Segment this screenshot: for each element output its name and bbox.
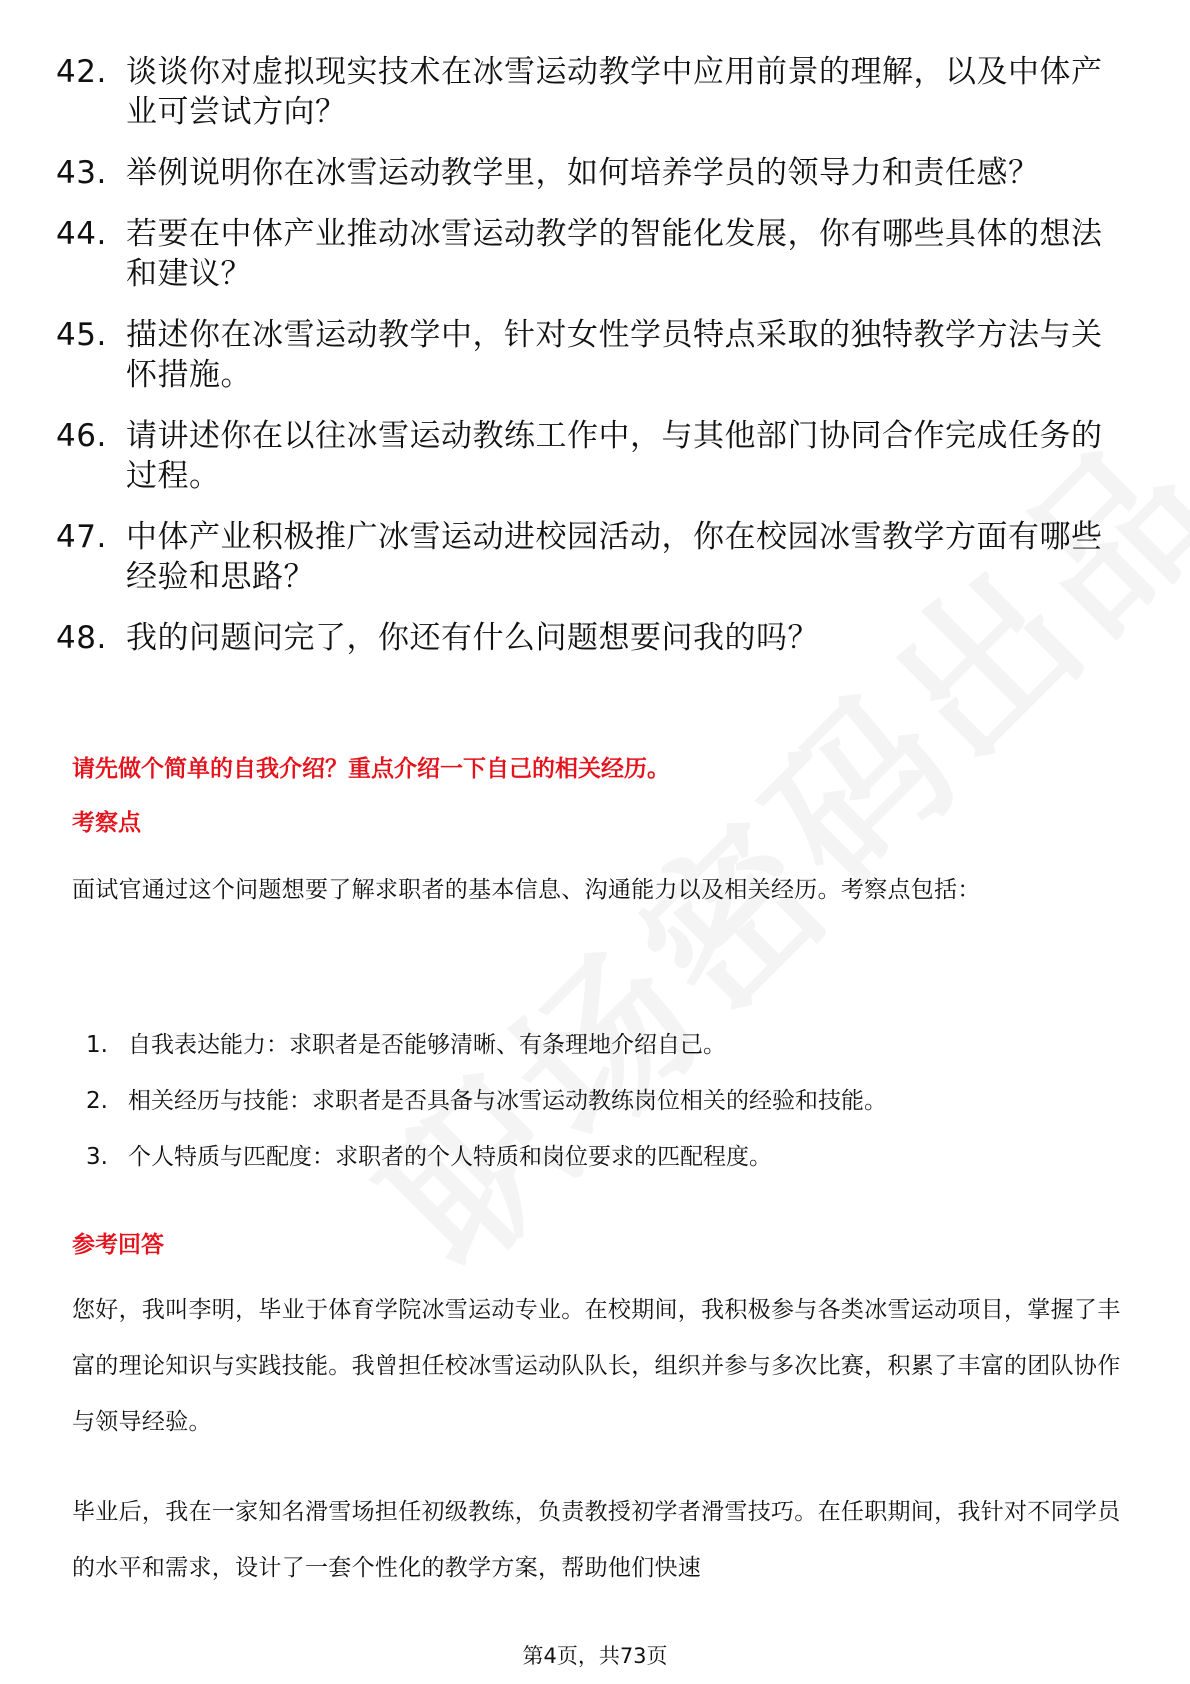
question-text: 谈谈你对虚拟现实技术在冰雪运动教学中应用前景的理解，以及中体产业可尝试方向？ [126,54,1103,130]
assessment-point [86,1028,1086,1062]
question-list [56,52,1126,679]
question-number: 44. [56,216,107,252]
featured-question: 请先做个简单的自我介绍？重点介绍一下自己的相关经历。 [72,756,670,782]
question-number: 45. [56,317,107,353]
assessment-point [86,1140,1086,1174]
question-text: 请讲述你在以往冰雪运动教练工作中，与其他部门协同合作完成任务的过程。 [126,418,1103,494]
reference-paragraph: 您好，我叫李明，毕业于体育学院冰雪运动专业。在校期间，我积极参与各类冰雪运动项目，掌握了丰富的理论知识与实践技能。我曾担任校冰雪运动队队长，组织并参与多次比赛，积累了丰富的团队协作与领导经验。 [72,1297,1121,1435]
page-footer: 第4页，共73页 [522,1644,668,1668]
question-item [56,315,1126,395]
question-item [56,618,1126,658]
reference-paragraph: 毕业后，我在一家知名滑雪场担任初级教练，负责教授初学者滑雪技巧。在任职期间，我针对不同学员的水平和需求，设计了一套个性化的教学方案，帮助他们快速 [72,1499,1121,1581]
point-number: 1. [86,1032,108,1058]
question-number: 46. [56,418,107,454]
question-item [56,517,1126,597]
point-text: 个人特质与匹配度：求职者的个人特质和岗位要求的匹配程度。 [128,1144,772,1170]
question-text: 举例说明你在冰雪运动教学里，如何培养学员的领导力和责任感？ [126,155,1040,191]
assessment-heading: 考察点 [72,810,141,836]
question-item [56,214,1126,294]
question-text: 中体产业积极推广冰雪运动进校园活动，你在校园冰雪教学方面有哪些经验和思路？ [126,519,1103,595]
question-item [56,153,1126,193]
question-number: 47. [56,519,107,555]
assessment-point-list [86,1028,1086,1196]
question-number: 43. [56,155,107,191]
assessment-point [86,1084,1086,1118]
assessment-intro: 面试官通过这个问题想要了解求职者的基本信息、沟通能力以及相关经历。考察点包括： [72,877,981,903]
question-text: 描述你在冰雪运动教学中，针对女性学员特点采取的独特教学方法与关怀措施。 [126,317,1103,393]
reference-heading: 参考回答 [72,1232,164,1258]
point-text: 自我表达能力：求职者是否能够清晰、有条理地介绍自己。 [128,1032,726,1058]
point-number: 2. [86,1088,108,1114]
question-item [56,416,1126,496]
question-text: 我的问题问完了，你还有什么问题想要问我的吗？ [126,620,819,656]
point-text: 相关经历与技能：求职者是否具备与冰雪运动教练岗位相关的经验和技能。 [128,1088,887,1114]
question-item [56,52,1126,132]
point-number: 3. [86,1144,108,1170]
question-text: 若要在中体产业推动冰雪运动教学的智能化发展，你有哪些具体的想法和建议？ [126,216,1103,292]
question-number: 48. [56,620,107,656]
question-number: 42. [56,54,107,90]
